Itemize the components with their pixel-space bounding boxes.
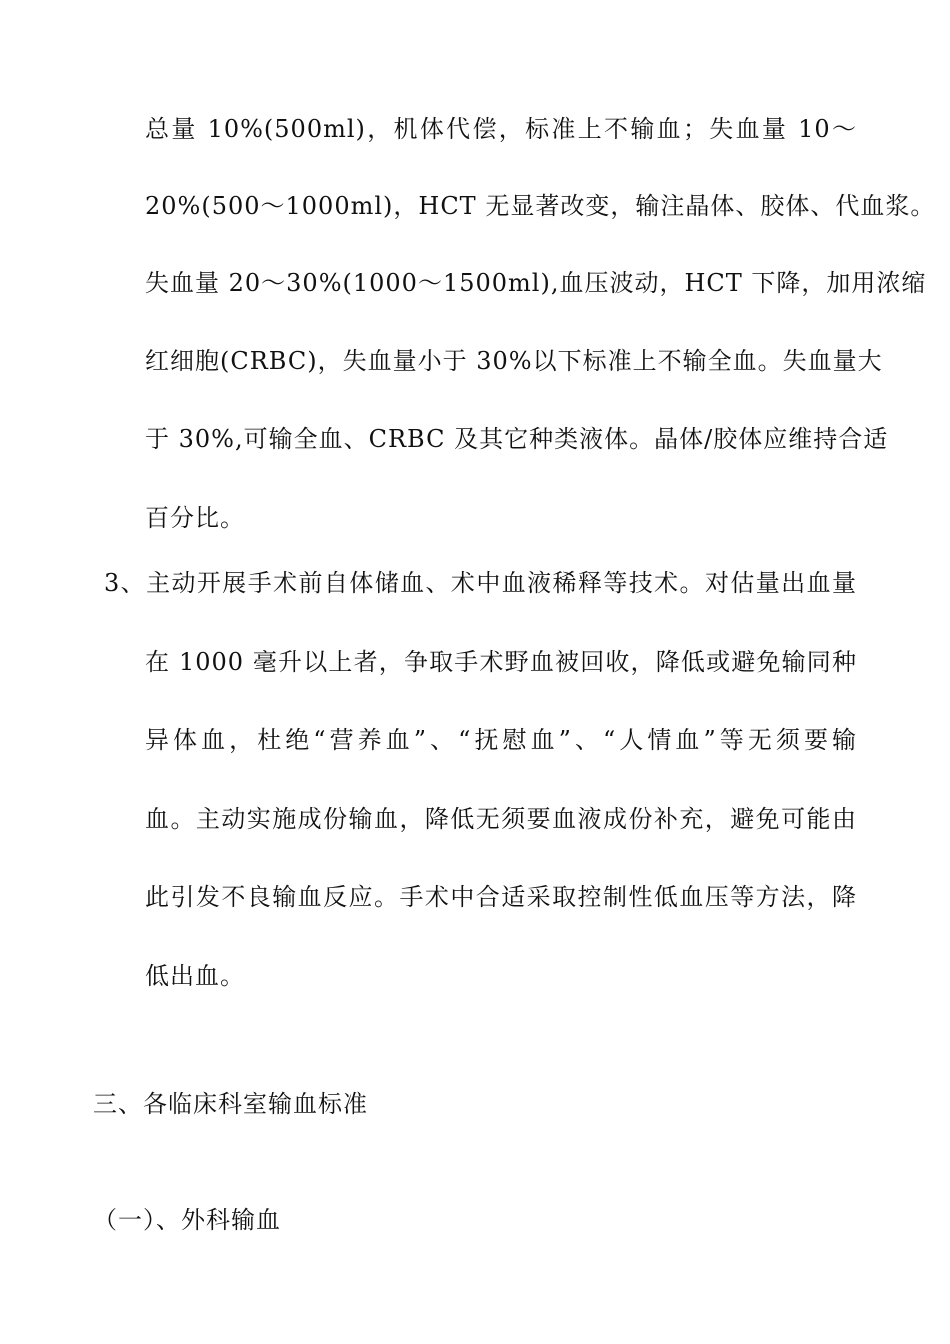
paragraph-line: 于 30%,可输全血、CRBC 及其它种类液体。晶体/胶体应维持合适 xyxy=(145,425,889,453)
list-item-line: 3、主动开展手术前自体储血、术中血液稀释等技术。对估量出血量 xyxy=(104,569,857,597)
section-heading: 三、各临床科室输血标准 xyxy=(93,1090,368,1118)
list-item-line: 低出血。 xyxy=(145,962,245,990)
paragraph-line: 失血量 20～30%(1000～1500ml),血压波动，HCT 下降，加用浓缩 xyxy=(145,269,927,297)
paragraph-line: 总量 10%(500ml)，机体代偿，标准上不输血；失血量 10～ xyxy=(145,115,857,143)
paragraph-line: 百分比。 xyxy=(145,504,245,532)
paragraph-line: 红细胞(CRBC)，失血量小于 30%以下标准上不输全血。失血量大 xyxy=(145,347,883,375)
list-item-line: 此引发不良输血反应。手术中合适采取控制性低血压等方法，降 xyxy=(145,883,857,911)
paragraph-line: 20%(500～1000ml)，HCT 无显著改变，输注晶体、胶体、代血浆。 xyxy=(145,192,936,220)
list-item-line: 在 1000 毫升以上者，争取手术野血被回收，降低或避免输同种 xyxy=(145,648,857,676)
list-item-line: 异体血，杜绝“营养血”、“抚慰血”、“人情血”等无须要输 xyxy=(145,726,857,754)
list-item-line: 血。主动实施成份输血，降低无须要血液成份补充，避免可能由 xyxy=(145,805,857,833)
subsection-heading: （一）、外科输血 xyxy=(93,1206,281,1234)
